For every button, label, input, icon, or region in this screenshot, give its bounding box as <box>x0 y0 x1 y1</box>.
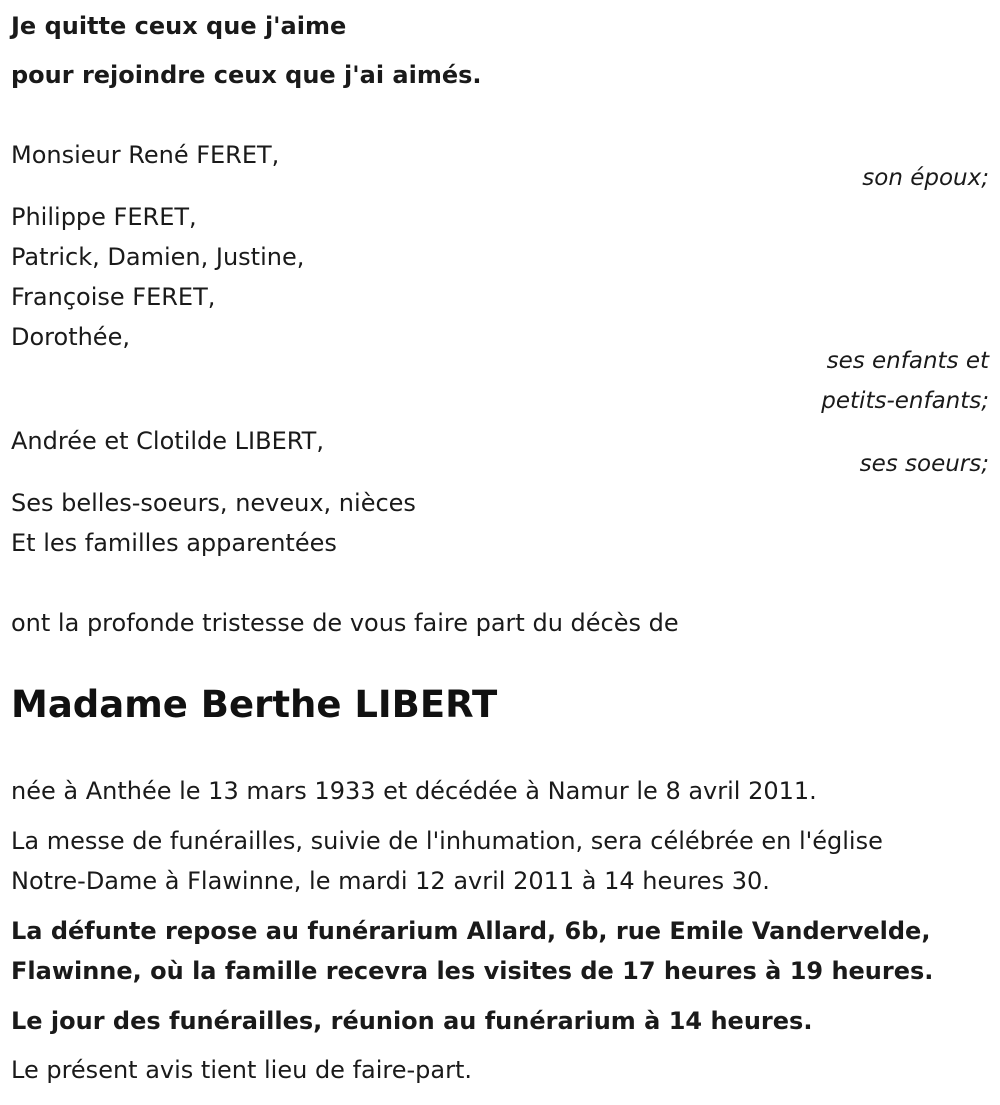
deceased-name: Madame Berthe LIBERT <box>11 683 498 726</box>
children-role-line-2: petits-enfants; <box>821 388 989 414</box>
extended-family-line-2: Et les familles apparentées <box>11 529 337 557</box>
funeral-mass-line-1: La messe de funérailles, suivie de l'inhumation, sera célébrée en l'église <box>11 827 883 855</box>
sisters-name: Andrée et Clotilde LIBERT, <box>11 427 324 455</box>
meeting-text: Le jour des funérailles, réunion au funérarium à 14 heures. <box>11 1007 813 1035</box>
birth-death-text: née à Anthée le 13 mars 1933 et décédée à Namur le 8 avril 2011. <box>11 777 817 805</box>
children-role-line-1: ses enfants et <box>826 348 989 374</box>
funerarium-line-2: Flawinne, où la famille recevra les visites de 17 heures à 19 heures. <box>11 957 934 985</box>
extended-family-line-1: Ses belles-soeurs, neveux, nièces <box>11 489 416 517</box>
child-name: Françoise FERET, <box>11 283 216 311</box>
funeral-mass-line-2: Notre-Dame à Flawinne, le mardi 12 avril 2011 à 14 heures 30. <box>11 867 770 895</box>
spouse-role: son époux; <box>862 165 989 191</box>
epitaph-line-2: pour rejoindre ceux que j'ai aimés. <box>11 61 482 89</box>
child-name: Philippe FERET, <box>11 203 197 231</box>
announcement-text: ont la profonde tristesse de vous faire part du décès de <box>11 609 679 637</box>
child-name: Dorothée, <box>11 323 130 351</box>
funerarium-line-1: La défunte repose au funérarium Allard, 6b, rue Emile Vandervelde, <box>11 917 931 945</box>
sisters-role: ses soeurs; <box>859 451 989 477</box>
notice-text: Le présent avis tient lieu de faire-part. <box>11 1056 473 1084</box>
spouse-name: Monsieur René FERET, <box>11 141 280 169</box>
epitaph-line-1: Je quitte ceux que j'aime <box>11 12 347 40</box>
child-name: Patrick, Damien, Justine, <box>11 243 305 271</box>
